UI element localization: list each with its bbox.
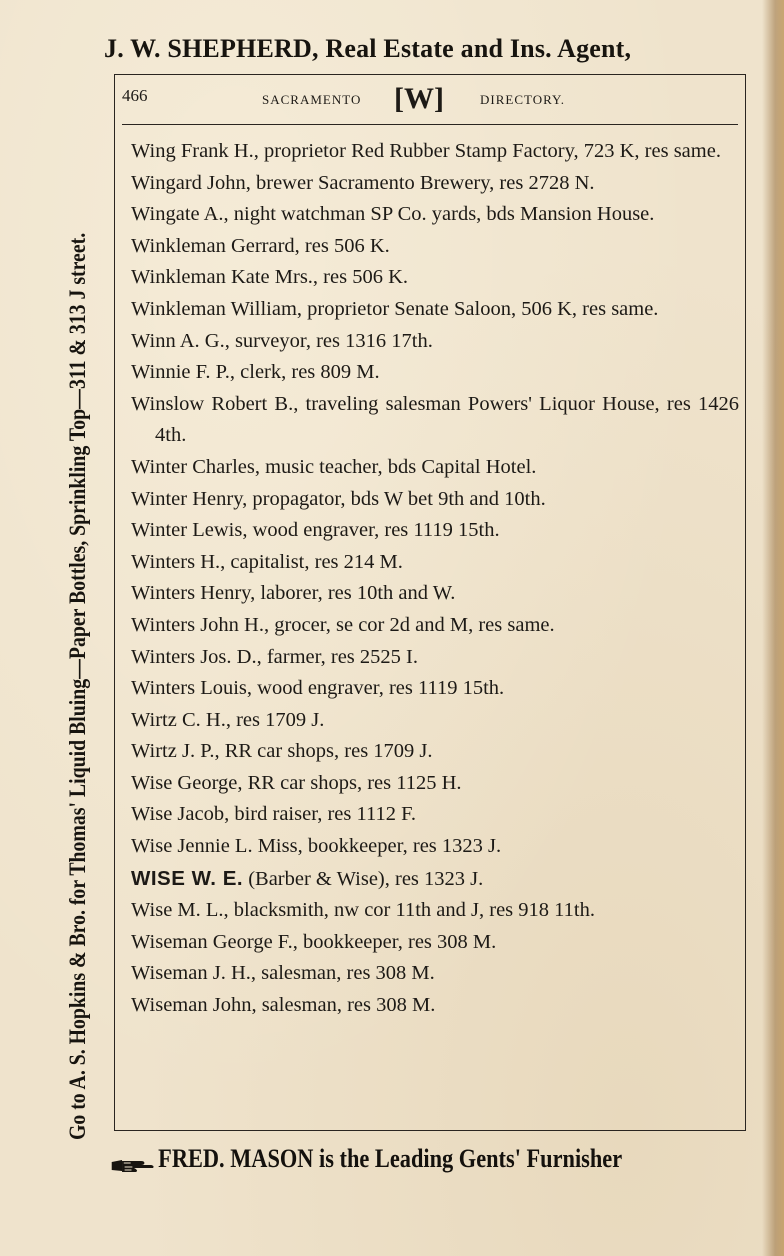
directory-entries bbox=[131, 136, 739, 1022]
entry-text: Winnie F. P., clerk, res 809 M. bbox=[131, 361, 380, 384]
directory-entry bbox=[131, 642, 739, 674]
entry-text: Wingard John, brewer Sacramento Brewery, res 2728 N. bbox=[131, 171, 595, 194]
header-rule bbox=[122, 124, 738, 125]
directory-entry bbox=[131, 357, 739, 389]
directory-entry bbox=[131, 136, 739, 168]
directory-entry bbox=[131, 736, 739, 768]
directory-entry bbox=[131, 895, 739, 927]
entry-text: Winters Louis, wood engraver, res 1119 15th. bbox=[131, 677, 505, 700]
directory-entry bbox=[131, 452, 739, 484]
directory-entry bbox=[131, 799, 739, 831]
directory-entry bbox=[131, 484, 739, 516]
directory-entry bbox=[131, 927, 739, 959]
pointing-hand-icon bbox=[110, 1152, 156, 1170]
entry-text: Winter Charles, music teacher, bds Capital Hotel. bbox=[131, 455, 537, 478]
entry-text: Wise Jennie L. Miss, bookkeeper, res 1323 J. bbox=[131, 835, 502, 858]
entry-text: Winters Henry, laborer, res 10th and W. bbox=[131, 582, 456, 605]
entry-bold-name: WISE W. E. bbox=[131, 866, 244, 890]
entry-text: (Barber & Wise), res 1323 J. bbox=[243, 867, 484, 890]
directory-entry bbox=[131, 168, 739, 200]
bottom-advertisement bbox=[110, 1144, 622, 1174]
entry-text: Winters Jos. D., farmer, res 2525 I. bbox=[131, 645, 418, 668]
entry-text: Wise M. L., blacksmith, nw cor 11th and J, res 918 11th. bbox=[131, 899, 595, 922]
directory-entry bbox=[131, 389, 739, 452]
header-directory: DIRECTORY. bbox=[480, 92, 566, 107]
entry-text: Winters H., capitalist, res 214 M. bbox=[131, 550, 403, 573]
directory-entry bbox=[131, 768, 739, 800]
entry-text: Wirtz C. H., res 1709 J. bbox=[131, 708, 325, 731]
directory-entry bbox=[131, 610, 739, 642]
side-advertisement: Go to A. S. Hopkins & Bro. for Thomas' Liquid Bluing—Paper Bottles, Sprinkling Top—311 & 313 J street. bbox=[65, 232, 90, 1141]
header-city: SACRAMENTO bbox=[262, 92, 362, 107]
entry-text: Winkleman Gerrard, res 506 K. bbox=[131, 234, 390, 257]
directory-entry bbox=[131, 326, 739, 358]
top-advertisement: J. W. SHEPHERD, Real Estate and Ins. Agent, bbox=[104, 34, 632, 63]
directory-entry bbox=[131, 673, 739, 705]
entry-text: Winslow Robert B., traveling salesman Powers' Liquor House, res 1426 4th. bbox=[131, 392, 739, 447]
entry-text: Wise Jacob, bird raiser, res 1112 F. bbox=[131, 803, 416, 826]
entry-text: Winter Lewis, wood engraver, res 1119 15th. bbox=[131, 519, 500, 542]
page-edge-shadow bbox=[762, 0, 784, 1256]
entry-text: Wingate A., night watchman SP Co. yards, bds Mansion House. bbox=[131, 203, 655, 226]
directory-entry bbox=[131, 863, 739, 896]
entry-text: Wirtz J. P., RR car shops, res 1709 J. bbox=[131, 740, 433, 763]
entry-text: Wiseman J. H., salesman, res 308 M. bbox=[131, 962, 435, 985]
bottom-ad-text: FRED. MASON is the Leading Gents' Furnisher bbox=[158, 1144, 623, 1173]
entry-text: Winn A. G., surveyor, res 1316 17th. bbox=[131, 329, 433, 352]
entry-text: Winters John H., grocer, se cor 2d and M, res same. bbox=[131, 613, 555, 636]
entry-text: Winter Henry, propagator, bds W bet 9th and 10th. bbox=[131, 487, 546, 510]
directory-entry bbox=[131, 958, 739, 990]
directory-entry bbox=[131, 199, 739, 231]
page-number: 466 bbox=[122, 86, 148, 105]
directory-entry bbox=[131, 831, 739, 863]
entry-text: Wing Frank H., proprietor Red Rubber Stamp Factory, 723 K, res same. bbox=[131, 140, 721, 162]
directory-entry bbox=[131, 515, 739, 547]
directory-entry bbox=[131, 231, 739, 263]
directory-entry bbox=[131, 262, 739, 294]
frame-bottom-rule bbox=[114, 1130, 746, 1131]
directory-entry bbox=[131, 578, 739, 610]
directory-entry bbox=[131, 294, 739, 326]
entry-text: Winkleman Kate Mrs., res 506 K. bbox=[131, 266, 409, 289]
page-header bbox=[122, 84, 738, 120]
entry-text: Wiseman George F., bookkeeper, res 308 M. bbox=[131, 930, 497, 953]
entry-text: Wise George, RR car shops, res 1125 H. bbox=[131, 771, 462, 794]
header-letter: [W] bbox=[394, 82, 444, 115]
entry-text: Wiseman John, salesman, res 308 M. bbox=[131, 994, 436, 1017]
entry-text: Winkleman William, proprietor Senate Saloon, 506 K, res same. bbox=[131, 297, 659, 320]
directory-entry bbox=[131, 547, 739, 579]
directory-entry bbox=[131, 990, 739, 1022]
directory-entry bbox=[131, 705, 739, 737]
